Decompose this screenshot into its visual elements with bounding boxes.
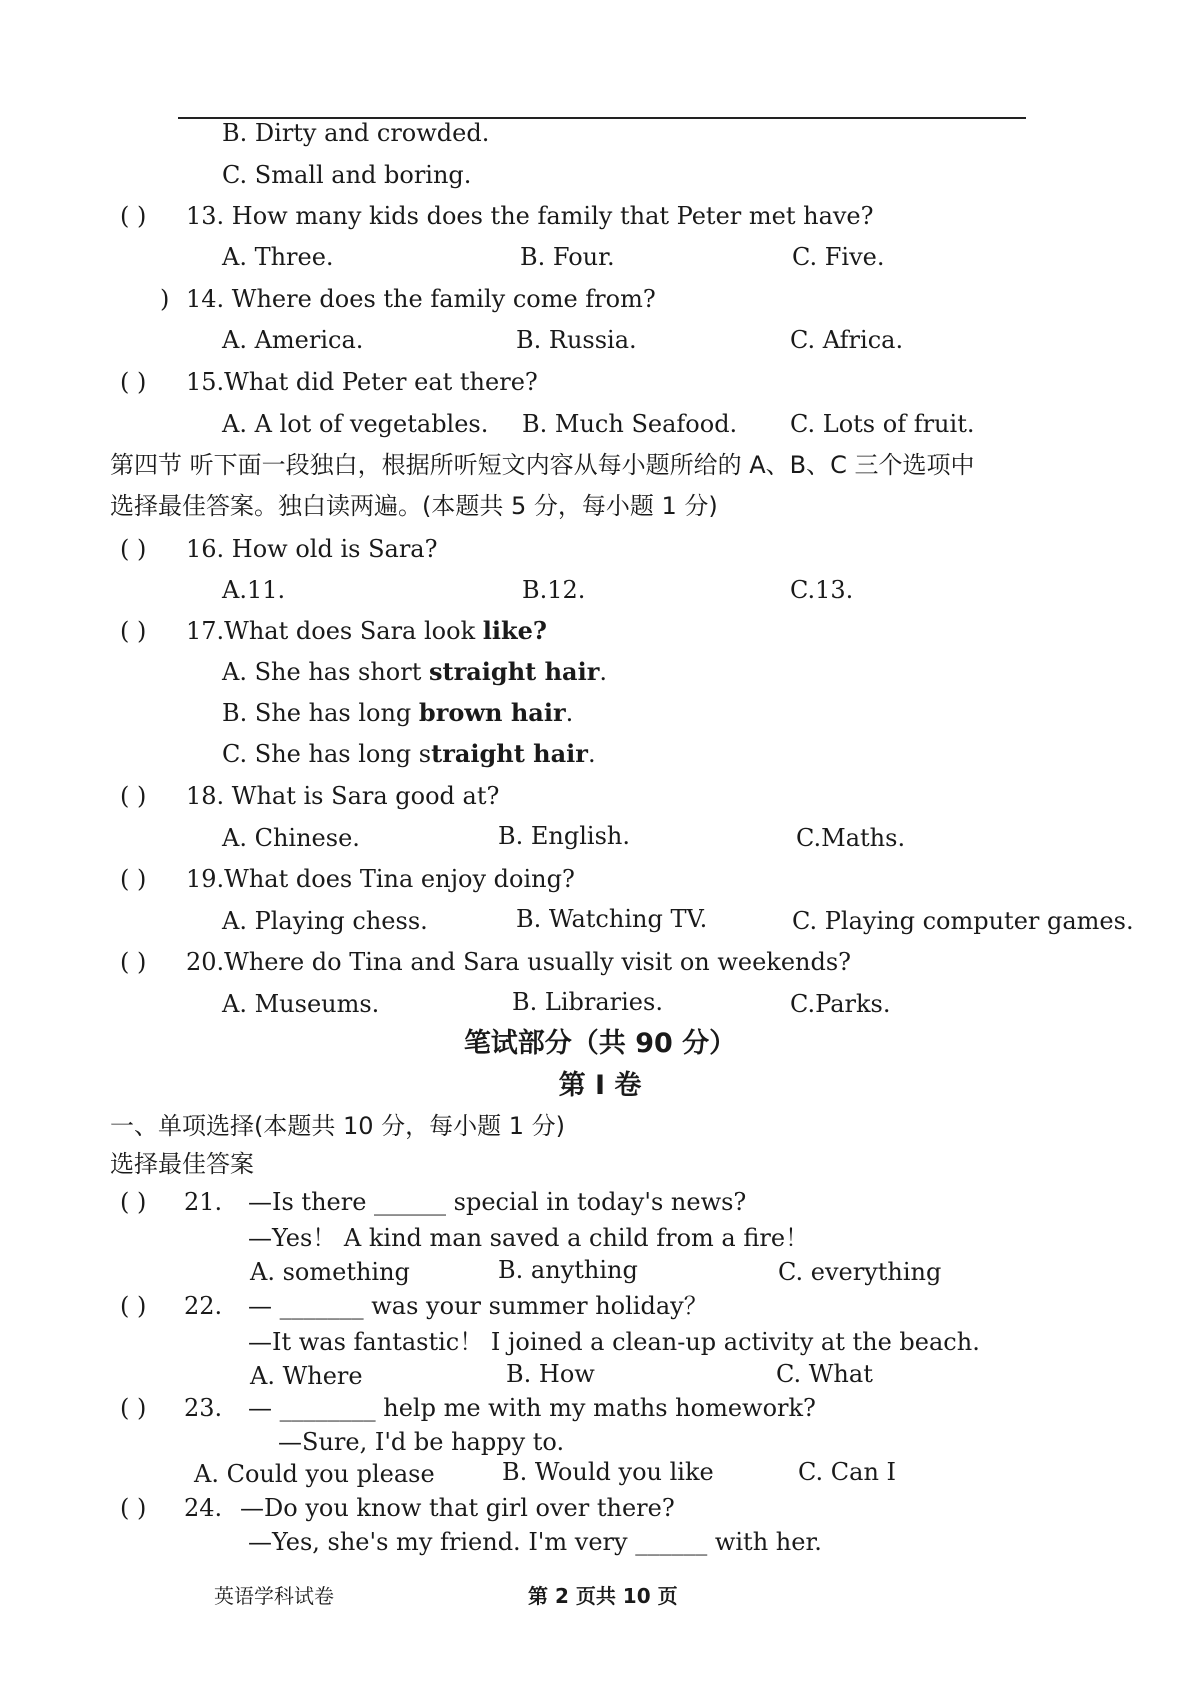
q12-option-c: C. Small and boring.	[222, 161, 472, 189]
q16-answer-bracket[interactable]: ( )	[120, 535, 147, 563]
section4-instruction-line2: 选择最佳答案。独白读两遍。(本题共 5 分，每小题 1 分)	[110, 492, 718, 520]
q20-option-c: C.Parks.	[790, 990, 891, 1018]
volume-title: 第 I 卷	[558, 1070, 642, 1101]
q24-answer-bracket[interactable]: ( )	[120, 1494, 147, 1522]
q23-option-b: B. Would you like	[502, 1458, 714, 1486]
q21-option-b: B. anything	[498, 1256, 638, 1284]
q17-stem	[186, 615, 547, 647]
q23-number: 23.	[184, 1394, 223, 1422]
q18-option-c: C.Maths.	[796, 824, 906, 852]
q23-option-c: C. Can I	[798, 1458, 897, 1486]
part1-heading: 一、单项选择(本题共 10 分，每小题 1 分)	[110, 1112, 566, 1140]
q17-option-c-text: C. She has long s	[222, 740, 432, 768]
q17-option-b	[222, 697, 573, 729]
q22-answer-bracket[interactable]: ( )	[120, 1292, 147, 1320]
q13-stem: 13. How many kids does the family that Peter met have?	[186, 202, 874, 230]
part1-instruction: 选择最佳答案	[110, 1150, 254, 1178]
q18-option-a: A. Chinese.	[222, 824, 360, 852]
q19-option-b: B. Watching TV.	[516, 905, 708, 933]
q14-option-b: B. Russia.	[516, 326, 637, 354]
q16-stem: 16. How old is Sara?	[186, 535, 438, 563]
q21-number: 21.	[184, 1188, 223, 1216]
footer-page-number: 第 2 页共 10 页	[528, 1584, 678, 1608]
q20-option-b: B. Libraries.	[512, 988, 663, 1016]
q19-stem: 19.What does Tina enjoy doing?	[186, 865, 575, 893]
q15-option-c: C. Lots of fruit.	[790, 410, 975, 438]
q18-stem: 18. What is Sara good at?	[186, 782, 500, 810]
q17-option-a-end: .	[599, 658, 607, 686]
q24-reply: —Yes, she's my friend. I'm very ______ with her.	[248, 1528, 822, 1556]
q16-option-b: B.12.	[522, 576, 586, 604]
q17-stem-text: 17.What does Sara look	[186, 617, 483, 645]
q17-option-c-bold: traight hair	[431, 739, 588, 768]
q17-stem-bold: like?	[482, 616, 547, 645]
q13-answer-bracket[interactable]: ( )	[120, 202, 147, 230]
q23-reply: —Sure, I'd be happy to.	[278, 1428, 565, 1456]
section4-instruction-line1: 第四节 听下面一段独白，根据所听短文内容从每小题所给的 A、B、C 三个选项中	[110, 451, 975, 479]
q17-answer-bracket[interactable]: ( )	[120, 617, 147, 645]
q18-answer-bracket[interactable]: ( )	[120, 782, 147, 810]
q21-answer-bracket[interactable]: ( )	[120, 1188, 147, 1216]
q21-stem: —Is there ______ special in today's news?	[248, 1188, 747, 1216]
written-section-title: 笔试部分（共 90 分）	[463, 1028, 737, 1059]
q22-option-a: A. Where	[250, 1362, 363, 1390]
q17-option-c	[222, 738, 596, 770]
q24-number: 24.	[184, 1494, 223, 1522]
q17-option-a-bold: straight hair	[429, 657, 600, 686]
q17-option-b-end: .	[565, 699, 574, 727]
q14-answer-bracket[interactable]: )	[160, 285, 170, 313]
q23-option-a: A. Could you please	[194, 1460, 435, 1488]
q21-reply: —Yes！ A kind man saved a child from a fire！	[248, 1224, 810, 1252]
q19-answer-bracket[interactable]: ( )	[120, 865, 147, 893]
q17-option-a	[222, 656, 607, 688]
q14-option-c: C. Africa.	[790, 326, 904, 354]
q17-option-a-text: A. She has short	[222, 658, 429, 686]
q22-option-c: C. What	[776, 1360, 873, 1388]
q17-option-c-end: .	[587, 740, 596, 768]
q14-option-a: A. America.	[222, 326, 364, 354]
q21-option-a: A. something	[250, 1258, 410, 1286]
q18-option-b: B. English.	[498, 822, 630, 850]
q22-reply: —It was fantastic！ I joined a clean-up activity at the beach.	[248, 1328, 980, 1356]
q19-option-c: C. Playing computer games.	[792, 907, 1134, 935]
q20-answer-bracket[interactable]: ( )	[120, 948, 147, 976]
q21-option-c: C. everything	[778, 1258, 942, 1286]
q23-stem: — ________ help me with my maths homework?	[248, 1394, 816, 1422]
q13-option-a: A. Three.	[222, 243, 334, 271]
q22-stem: — _______ was your summer holiday？	[248, 1292, 708, 1320]
q20-stem: 20.Where do Tina and Sara usually visit on weekends?	[186, 948, 852, 976]
q22-option-b: B. How	[506, 1360, 595, 1388]
q16-option-a: A.11.	[222, 576, 286, 604]
q17-option-b-bold: brown hair	[418, 698, 566, 727]
q16-option-c: C.13.	[790, 576, 854, 604]
q14-stem: 14. Where does the family come from?	[186, 285, 656, 313]
q15-option-a: A. A lot of vegetables.	[222, 410, 489, 438]
q20-option-a: A. Museums.	[222, 990, 380, 1018]
q15-stem: 15.What did Peter eat there?	[186, 368, 538, 396]
q24-stem: —Do you know that girl over there?	[240, 1494, 675, 1522]
footer-subject: 英语学科试卷	[214, 1584, 334, 1608]
q17-option-b-text: B. She has long	[222, 699, 419, 727]
q13-option-b: B. Four.	[520, 243, 615, 271]
q19-option-a: A. Playing chess.	[222, 907, 428, 935]
q22-number: 22.	[184, 1292, 223, 1320]
q13-option-c: C. Five.	[792, 243, 885, 271]
q12-option-b: B. Dirty and crowded.	[222, 119, 490, 147]
q15-answer-bracket[interactable]: ( )	[120, 368, 147, 396]
q23-answer-bracket[interactable]: ( )	[120, 1394, 147, 1422]
q15-option-b: B. Much Seafood.	[522, 410, 738, 438]
